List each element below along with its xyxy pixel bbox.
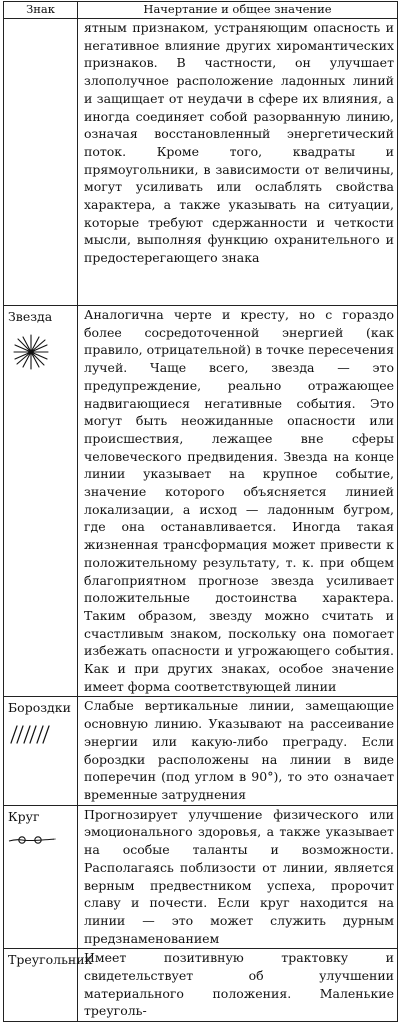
- table-row-circle: [4, 805, 398, 949]
- sign-name: Бороздки: [8, 700, 71, 716]
- sign-name: Круг: [8, 808, 40, 824]
- table-row-star: [4, 306, 398, 697]
- meaning-text: Аналогична черте и кресту, но с гораздо более сосредоточенной энергией (как правило, отрицательной) в точке пересечения лучей. Чаще всего, звезда — это предупреждение, реально отражающее надвигающиеся негативные события. Это могут быть неожиданные опасности или происшествия, лежащее вне сферы человеческого предвидения. Звезда на конце линии указывает на крупное событие, значение которого объясняется линией локализации, а исход — ладонным бугром, где она останавливается. Иногда такая жизненная трансформация может привести к положительному результату, т. к. при общем благоприятном прогнозе звезда усиливает положительные достоинства характера. Таким образом, звезду можно считать и счастливым знаком, поскольку она помогает избежать опасности и угрожающего события. Как и при других знаках, особое значение имеет форма соответствующей линии: [84, 307, 394, 694]
- meaning-text: Слабые вертикальные линии, замещающие основную линию. Указывают на рассеивание энергии или какую-либо преграду. Если бороздки расположены на линии в виде поперечин (под углом в 90°), то это означает временные затруднения: [84, 698, 394, 802]
- header-sign: Знак: [4, 2, 78, 19]
- meaning-cell: [78, 949, 398, 1022]
- sign-cell: [4, 949, 93, 1022]
- meaning-cell: [78, 697, 398, 805]
- meaning-text: Имеет позитивную трактовку и свидетельствует об улучшении материального положения. Маленькие треуголь-: [84, 950, 394, 1019]
- star-sign-icon: [8, 332, 54, 372]
- sign-cell: [4, 697, 78, 805]
- sign-name: Треугольник: [8, 952, 93, 968]
- meaning-text: Прогнозирует улучшение физического или эмоционального здоровья, а также указывает на особые таланты и возможности. Располагаясь поблизости от линии, является верным предвестником успеха, пророчит славу и почести. Если круг находится на линии — это может служить дурным предзнаменованием: [84, 806, 394, 946]
- meaning-cell: [78, 306, 398, 697]
- meaning-cell: [78, 805, 398, 949]
- table-header-row: [4, 2, 398, 19]
- grooves-sign-icon: [8, 723, 54, 745]
- meaning-text: ятным признаком, устраняющим опасность и негативное влияние других хиромантических признаков. В частности, он улучшает злополучное расположение ладонных линий и защищает от неудачи в сфере их влияния, а иногда соединяет собой разорванную линию, означая восстановленный энергетический поток. Кроме того, квадраты и прямоугольники, в зависимости от величины, могут усиливать или ослаблять свойства характера, а также указывать на ситуации, которые требуют сдержанности и четкости мысли, выполняя функцию охранительного и предостерегающего знака: [84, 20, 394, 266]
- table-row-grooves: [4, 697, 398, 805]
- table-row-square-continued: [4, 19, 398, 306]
- table-row-triangle: [4, 949, 398, 1022]
- sign-name: Звезда: [8, 309, 53, 324]
- circle-sign-icon: [8, 832, 56, 848]
- sign-cell: [4, 306, 78, 697]
- meaning-cell: [78, 19, 398, 306]
- header-meaning: Начертание и общее значение: [78, 2, 398, 19]
- sign-cell: [4, 805, 78, 949]
- signs-table: [3, 1, 398, 1022]
- sign-cell: [4, 19, 78, 306]
